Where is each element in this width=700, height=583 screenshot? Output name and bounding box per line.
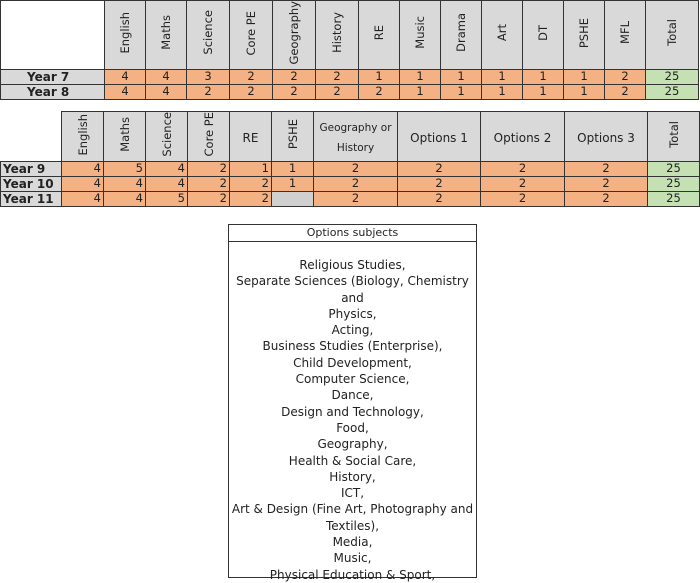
row-label: Year 8 [1, 84, 105, 99]
corner-cell [1, 1, 105, 70]
header-science: Science [146, 112, 188, 162]
hours-cell: 2 [359, 84, 400, 99]
header-core-pe: Core PE [188, 112, 230, 162]
table-row [1, 176, 700, 191]
header-options-1: Options 1 [398, 112, 481, 162]
header-row [1, 1, 699, 70]
row-label: Year 11 [1, 191, 62, 206]
header-maths: Maths [104, 112, 146, 162]
hours-cell: 2 [398, 191, 481, 206]
header-english: English [105, 1, 146, 70]
hours-cell: 2 [230, 69, 273, 84]
hours-cell: 1 [272, 176, 314, 191]
header-re: RE [230, 112, 272, 162]
timetable-years-7-8 [0, 0, 699, 100]
header-dt: DT [523, 1, 564, 70]
hours-cell: 1 [272, 161, 314, 176]
hours-cell: 2 [565, 161, 648, 176]
hours-cell: 1 [482, 84, 523, 99]
list-item: Physics, [328, 306, 377, 321]
hours-cell: 1 [400, 84, 441, 99]
hours-cell: 2 [188, 176, 230, 191]
hours-cell: 4 [104, 176, 146, 191]
hours-cell: 4 [62, 191, 104, 206]
list-item: Separate Sciences (Biology, Chemistry and [236, 274, 469, 305]
header-row [1, 112, 700, 162]
hours-cell: 2 [273, 84, 316, 99]
hours-cell: 1 [230, 161, 272, 176]
list-item: Media, [332, 535, 373, 550]
header-total: Total [646, 1, 699, 70]
hours-cell: 1 [564, 84, 605, 99]
table-row [1, 84, 699, 99]
timetable-years-9-11 [0, 111, 700, 207]
list-item: Design and Technology, [281, 404, 424, 419]
list-item: Food, [336, 420, 369, 435]
hours-cell: 2 [314, 191, 398, 206]
table-row [1, 161, 700, 176]
header-drama: Drama [441, 1, 482, 70]
hours-cell: 4 [105, 69, 146, 84]
list-item: Dance, [331, 388, 374, 403]
total-cell: 25 [648, 161, 700, 176]
list-item: Art & Design (Fine Art, Photography and [231, 502, 474, 517]
row-label: Year 10 [1, 176, 62, 191]
total-cell: 25 [646, 69, 699, 84]
header-core-pe: Core PE [230, 1, 273, 70]
hours-cell: 1 [523, 69, 564, 84]
header-maths: Maths [146, 1, 187, 70]
list-item: Geography, [317, 437, 388, 452]
list-item: Business Studies (Enterprise), [262, 339, 443, 354]
hours-cell: 2 [273, 69, 316, 84]
hours-cell: 2 [398, 176, 481, 191]
header-english: English [62, 112, 104, 162]
header-science: Science [187, 1, 230, 70]
hours-cell: 2 [188, 161, 230, 176]
options-subjects-box [228, 224, 477, 582]
list-item: Textiles), [325, 518, 380, 533]
hours-cell: 1 [482, 69, 523, 84]
hours-cell: 1 [400, 69, 441, 84]
hours-cell: 2 [565, 176, 648, 191]
list-item: Acting, [331, 323, 374, 338]
header-art: Art [482, 1, 523, 70]
hours-cell: 4 [146, 84, 187, 99]
list-item: Child Development, [293, 355, 412, 370]
total-cell: 25 [646, 84, 699, 99]
hours-cell: 2 [314, 176, 398, 191]
hours-cell: 2 [481, 176, 565, 191]
hours-cell: 2 [188, 191, 230, 206]
hours-cell: 2 [316, 84, 359, 99]
hours-cell: 1 [564, 69, 605, 84]
table-row [1, 191, 700, 206]
header-history: History [316, 1, 359, 70]
hours-cell: 2 [230, 176, 272, 191]
not-applicable-cell [272, 191, 314, 206]
header-options-2: Options 2 [481, 112, 565, 162]
header-music: Music [400, 1, 441, 70]
header-pshe: PSHE [564, 1, 605, 70]
list-item: Physical Education & Sport, [269, 567, 436, 582]
hours-cell: 2 [230, 84, 273, 99]
header-geography: Geography [273, 1, 316, 70]
hours-cell: 4 [62, 161, 104, 176]
hours-cell: 2 [314, 161, 398, 176]
hours-cell: 2 [481, 161, 565, 176]
hours-cell: 1 [359, 69, 400, 84]
list-item: ICT, [340, 486, 365, 501]
total-cell: 25 [648, 191, 700, 206]
hours-cell: 2 [481, 191, 565, 206]
list-item: History, [329, 469, 376, 484]
row-label: Year 7 [1, 69, 105, 84]
hours-cell: 1 [441, 84, 482, 99]
list-item: Health & Social Care, [288, 453, 417, 468]
hours-cell: 2 [605, 84, 646, 99]
hours-cell: 2 [565, 191, 648, 206]
options-list [229, 242, 476, 583]
header-re: RE [359, 1, 400, 70]
header-options-3: Options 3 [565, 112, 648, 162]
hours-cell: 2 [230, 191, 272, 206]
hours-cell: 3 [187, 69, 230, 84]
options-title: Options subjects [229, 225, 476, 242]
header-total: Total [648, 112, 700, 162]
table-row [1, 69, 699, 84]
hours-cell: 5 [104, 161, 146, 176]
header-geography-or-history: Geography or History [314, 112, 398, 162]
list-item: Music, [333, 551, 372, 566]
hours-cell: 4 [146, 176, 188, 191]
hours-cell: 5 [146, 191, 188, 206]
hours-cell: 4 [146, 161, 188, 176]
row-label: Year 9 [1, 161, 62, 176]
total-cell: 25 [648, 176, 700, 191]
hours-cell: 4 [105, 84, 146, 99]
list-item: Religious Studies, [299, 258, 406, 272]
hours-cell: 1 [441, 69, 482, 84]
header-mfl: MFL [605, 1, 646, 70]
hours-cell: 2 [398, 161, 481, 176]
hours-cell: 4 [146, 69, 187, 84]
corner-cell [1, 112, 62, 162]
hours-cell: 4 [62, 176, 104, 191]
hours-cell: 4 [104, 191, 146, 206]
hours-cell: 2 [187, 84, 230, 99]
hours-cell: 2 [605, 69, 646, 84]
header-pshe: PSHE [272, 112, 314, 162]
list-item: Computer Science, [295, 372, 410, 387]
hours-cell: 2 [316, 69, 359, 84]
hours-cell: 1 [523, 84, 564, 99]
